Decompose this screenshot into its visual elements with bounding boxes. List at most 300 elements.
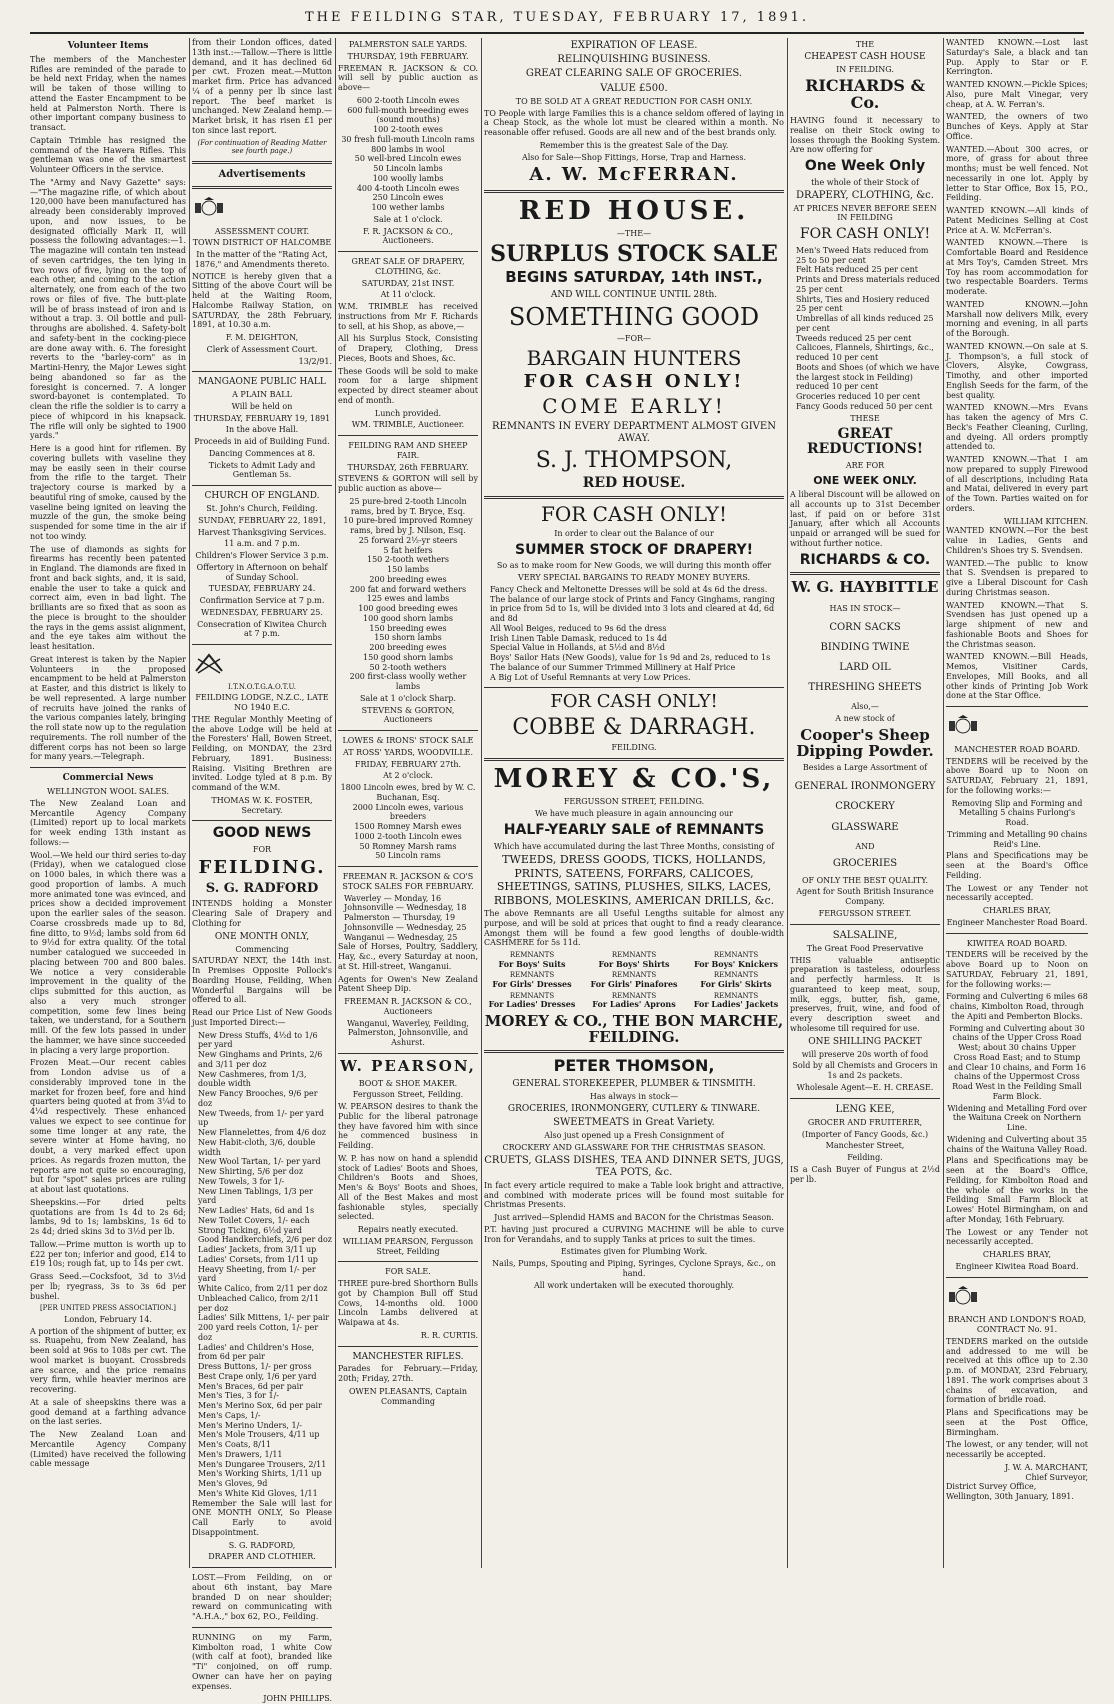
ad-line: ONE SHILLING PACKET [808, 1036, 922, 1047]
ad-line: LARD OIL [839, 662, 891, 674]
list-item: 200 breeding ewes [369, 643, 447, 652]
wanted-ad: WANTED KNOWN.—There is Comfortable Board and Residence at Mrs Toy's, Camden Street. Mrs Toy has room accommodation for two respectable Boarders. Terms moderate. [946, 238, 1088, 296]
continuation-note: (For continuation of Reading Matter see fourth page.) [197, 138, 327, 156]
ad-line: will preserve 20s worth of food [801, 1049, 929, 1059]
list-item: 10 pure-bred improved Romney rams, bred by J. Nilson, Esq. [343, 516, 473, 535]
ad-line: CORN SACKS [829, 621, 901, 633]
list-item: 5 fat heifers [383, 545, 433, 555]
wanted-ad: WANTED KNOWN.—Bill Heads, Memos, Visitiner Cards, Envelopes, Mill Books, and all other kinds of Printing Job Work done at the Star Office. [946, 652, 1088, 701]
ad-line: HAS IN STOCK— [829, 603, 901, 613]
ad-signature: F. R. JACKSON & CO., Auctioneers. [362, 226, 454, 246]
ad-line: Nails, Pumps, Spouting and Piping, Syringes, Cyclone Sprays, &c., on hand. [492, 1259, 776, 1278]
thompson-title: S. J. THOMPSON, [535, 448, 733, 474]
list-item: New Flannelettes, from 4/6 doz [198, 1128, 326, 1138]
ad-line: ARE FOR [845, 460, 885, 470]
ad-line: THE [855, 40, 875, 49]
list-item: Men's Dungaree Trousers, 2/11 [198, 1459, 327, 1469]
ad-line: Manchester Street, [825, 1141, 905, 1151]
article-paragraph: The members of the Manchester Rifles are reminded of the parade to be held next Friday, when the names will be taken of those willing to attend the Easter Encampment to be held at Palmerston North. There is other important company business to transact. [30, 54, 186, 133]
ad-body: W. PEARSON desires to thank the Public for the liberal patronage they have favored him with since he commenced business in Feilding. [338, 1102, 478, 1150]
ad-line: THURSDAY, 19th FEBRUARY. [347, 51, 469, 61]
list-item: 150 lambs [387, 565, 429, 574]
article-paragraph: The "Army and Navy Gazette" says:—"The magazine rifle, of which about 120,000 have been manufactured has already been considerably improved upon, and now issues, to be designated officially Mark II, will possess the following advantages:—1. The magazine will contain ten instead of seven cartridges, the ten lying in two rows of five, lying on the top of each other, and coming to the action alternately, one from each of the two rows or files of five. The butt-plate will be of brass instead of iron and is without a trap. 3. Oil bottle and pull-throughs are abolished. 4. Safety-bolt and safety-bent in the cocking-piece are done away with. 6. The foresight reverts to the "barley-corn" as in Martini-Henry, the Major Lewes sight being abandoned so far as the foresight is concerned. 7. A longer sword-bayonet is contemplated. To clean the rifle the soldier is to carry a piece of whipcord in his knapsack. The rifle will only be sighted to 1900 yards." [30, 177, 186, 441]
remnant-cell: REMNANTS For Ladies' Aprons [592, 991, 676, 1010]
bon-marche-title: MOREY & CO., THE BON MARCHE, FEILDING. [484, 1011, 784, 1046]
list-item: Special Value in Hollands, at 5½d and 8½d [490, 643, 666, 653]
list-item: 200 yard reels Cotton, 1/- per doz [198, 1323, 319, 1342]
ad-body: TENDERS marked on the outside and addressed to me will be received at this office up to 2.30 p.m. of MONDAY, 23rd February, 1891. The work comprises about 3 chains of excavation, and formation of bridle road. [946, 1336, 1088, 1405]
remnant-cell: REMNANTS For Boys' Suits [498, 951, 566, 969]
list-item: 1500 Romney Marsh ewes [354, 822, 462, 831]
ad-line: Fergusson Street, Feilding. [352, 1090, 464, 1100]
ad-body: The lowest, or any tender, will not necessarily be accepted. [946, 1440, 1088, 1459]
ad-body: These Goods will be sold to make room for a large shipment expected by direct steamer about end of month. [338, 366, 478, 405]
ad-line: AND WILL CONTINUE UNTIL 28th. [550, 290, 718, 301]
column-3 [338, 38, 478, 1568]
ad-line: Children's Flower Service 3 p.m. [195, 551, 329, 561]
article-paragraph: from their London offices, dated 13th inst.:—Tallow.—There is little demand, and it has declined 6d per cwt. Frozen meat.—Mutton market firm. Price has advanced ¼ of a penny per lb since last report. The beef market is unchanged. New Zealand hemp.—Market brisk, it has risen £1 per ton since last report. [192, 38, 332, 135]
ad-line: In order to clear out the Balance of our [554, 528, 714, 538]
ad-line: Sale at 1 o'clock. [373, 214, 443, 224]
ad-line: VERY SPECIAL BARGAINS TO READY MONEY BUYERS. [517, 573, 751, 583]
list-item: 1800 Lincoln ewes, bred by W. C. Buchanan, Esq. [340, 783, 476, 802]
remnant-cell: REMNANTS For Boys' Knickers [693, 951, 779, 969]
price-list [790, 246, 940, 412]
column-6 [946, 38, 1088, 1568]
ad-line: AT ROSS' YARDS, WOODVILLE. [342, 747, 474, 757]
list-item: 2000 Lincoln ewes, various breeders [352, 802, 464, 822]
peter-thomson-title: PETER THOMSON, [553, 1056, 715, 1076]
ad-body: NOTICE is hereby given that a Sitting of the above Court will be held at the Waiting Room, Halcombe Railway Station, on SATURDAY, the 28th February, 1891, at 10.30 a.m. [192, 271, 332, 330]
ad-title: LOWES & IRONS' STOCK SALE [342, 736, 474, 745]
ad-title: FEILDING RAM AND SHEEP FAIR. [348, 441, 468, 460]
ad-line: Remember this is the greatest Sale of the Day. [539, 140, 729, 150]
volunteer-heading: Volunteer Items [67, 41, 149, 51]
ad-line: VALUE £500. [600, 82, 668, 94]
red-house-sub: RED HOUSE. [582, 475, 686, 492]
list-item: Men's White Kid Gloves, 1/11 [198, 1488, 318, 1498]
wanted-ad: WANTED KNOWN.—That S. Svendsen has just opened up a large shipment of new and fashionable Boots and Shoes for the Christmas season. [946, 600, 1088, 649]
wanted-ad: WANTED KNOWN.—For the best value in Ladies, Gents and Children's Shoes try S. Svendsen. [946, 526, 1088, 555]
article-paragraph: Frozen Meat.—Our recent cables from London advise us of a considerably improved tone in the market for frozen beef, fore and hind quarters being quoted at from 3¼d to 4¼d respectively. These enhanced values we expect to see continue for some time longer at any rate, the severe winter at Home having, no doubt, a very marked effect upon prices. As regards frozen mutton, the reports are not quite so encouraging, but for "spot" sales prices are ruling at about last quotations. [30, 1058, 186, 1195]
list-item: Irish Linen Table Damask, reduced to 1s 4d [490, 633, 668, 643]
ad-signature: WM. TRIMBLE, Auctioneer. [351, 420, 465, 430]
lodge-heading: I.T.N.O.T.G.A.O.T.U. [228, 682, 296, 691]
ad-role: Chief Surveyor, [1025, 1472, 1088, 1482]
ad-title: FOR SALE. [385, 1267, 431, 1277]
ad-line: A new stock of [835, 714, 895, 724]
list-item: 100 good breeding ewes [358, 604, 458, 613]
ad-line: Widening and Culverting about 35 chains of the Waituna Valley Road. [946, 1134, 1088, 1154]
list-item: Ladies' and Children's Hose, from 6d per pair [198, 1342, 315, 1362]
begins-title: BEGINS SATURDAY, 14th INST., [505, 268, 763, 287]
list-item: Men's Working Shirts, 1/11 up [198, 1469, 322, 1479]
commercial-subheading: WELLINGTON WOOL SALES. [46, 787, 170, 797]
ad-line: Removing Slip and Forming and Metalling 5 chains Furlong's Road. [951, 798, 1083, 827]
list-item: New Ginghams and Prints, 2/6 and 3/11 per doz [198, 1050, 323, 1069]
ad-line: FRIDAY, FEBRUARY 27th. [354, 759, 462, 769]
list-item: The balance of our large stock of Prints and Fancy Ginghams, ranging in price from 5d to 1s, will be divided into 3 lots and cleared at 4d, 6d and 8d [490, 594, 775, 624]
wanted-ad: WANTED KNOWN.—Lost last Saturday's Sale, a black and tan Pup. Apply to Star or F. Kerrington. [946, 38, 1088, 77]
ad-title: GREAT SALE OF DRAPERY, CLOTHING, &c. [351, 257, 465, 276]
ad-line: FOR [252, 845, 272, 855]
ad-line: THESE [850, 413, 880, 423]
ad-signature: CHARLES BRAY, [982, 1250, 1052, 1259]
ad-line: At 11 o'clock. [380, 290, 436, 300]
list-item: 50 Romney Marsh rams [359, 841, 457, 851]
list-item: Men's Mole Trousers, 4/11 up [198, 1430, 320, 1440]
ad-signature: WILLIAM PEARSON, Fergusson Street, Feilding [342, 1236, 474, 1256]
ad-line: Forming and Culverting 6 miles 68 chains, Kimbolton Road, through the Apiti and Pemberton Blocks. [946, 992, 1088, 1021]
list-item: Ladies' Silk Mittens, 1/- per pair [198, 1313, 330, 1323]
ad-signature: R. R. CURTIS. [420, 1330, 478, 1340]
ad-body: THREE pure-bred Shorthorn Bulls got by Champion Bull off Stud Cows, 14-months old. 1000 Lincoln Lambs delivered at Waipawa at 4s. [338, 1279, 478, 1327]
ad-title: MANGAONE PUBLIC HALL [198, 377, 326, 388]
for-cash-title: FOR CASH ONLY! [540, 501, 728, 526]
ad-line: Besides a Large Assortment of [802, 763, 928, 773]
ad-line: St. John's Church, Feilding. [206, 504, 318, 514]
ad-line: 11 a.m. and 7 p.m. [224, 539, 300, 549]
ad-body: The Lowest or any Tender not necessarily accepted. [946, 883, 1088, 903]
ad-line: Wholesale Agent—E. H. CREASE. [796, 1082, 934, 1092]
ad-title: SALSALINE, [832, 929, 898, 941]
remnant-cell: REMNANTS For Ladies' Dresses [488, 991, 576, 1010]
ad-line: Has always in stock— [589, 1092, 679, 1102]
list-item: Calicoes, Flannels, Shirtings, &c., reduced 10 per cent [796, 343, 934, 363]
ad-line: At 2 o'clock. [383, 771, 433, 781]
dateline: London, February 14. [64, 1314, 152, 1324]
list-item: 200 first-class woolly wether lambs [349, 672, 467, 691]
list-item: 150 shorn lambs [374, 633, 442, 643]
ad-line: THRESHING SHEETS [808, 682, 922, 694]
something-title: SOMETHING GOOD [508, 303, 760, 331]
list-item: Johnsonville — Wednesday, 18 [344, 903, 467, 913]
ad-line: Forming and Culverting about 30 chains of the Upper Cross Road West; about 30 chains Upper Cross Road East; and to Stump and Clear 10 chains, and Form 16 chains of the Uppermost Cross Road West in the Feilding Small Farm Block. [948, 1023, 1086, 1101]
ad-subtitle: GENERAL STOREKEEPER, PLUMBER & TINSMITH. [512, 1079, 756, 1090]
ad-line: Widening and Metalling Ford over the Waituna Creek on Northern Line. [947, 1103, 1087, 1132]
ad-body: Read our Price List of New Goods just Imported Direct:— [192, 1008, 332, 1027]
advertisements-heading: Advertisements [218, 168, 306, 180]
masthead: THE FEILDING STAR, TUESDAY, FEBRUARY 17, 1891. [30, 10, 1084, 34]
list-item: Groceries reduced 10 per cent [796, 392, 921, 402]
article-paragraph: The New Zealand Loan and Mercantile Agency Company (Limited) report up to local markets for week ending 13th instant as follows:— [30, 798, 186, 847]
press-association: [PER UNITED PRESS ASSOCIATION.] [39, 1304, 177, 1313]
ad-line: All work undertaken will be executed thoroughly. [533, 1280, 735, 1290]
article-paragraph: Great interest is taken by the Napier Volunteers in the proposed encampment to be held at Palmerston at Easter, and this district is likely to be well represented. A large number of recruits have joined the ranks of the various companies lately, bringing the roll state now up to the regulation requirements. The roll number of the different corps has not been so large for many years.—Telegraph. [30, 654, 186, 762]
column-4 [484, 38, 784, 1568]
price-list [192, 1031, 332, 1499]
ad-body: Plans and Specifications may be seen at the Board's Office, Feilding, for Kimbolton Road and the whole of the works in the Feilding Small Farm Block at Lowes' Hotel Birmingham, on and after Monday, 16th February. [946, 1156, 1088, 1224]
ad-body: W. P. has now on hand a splendid stock of Ladies' Boots and Shoes, Children's Boots and Shoes, Men's & Boys' Boots and Shoes, All of the Best Makes and most fashionable styles, specially selected. [338, 1153, 478, 1222]
list-item: 50 Lincoln lambs [373, 164, 443, 173]
list-item: Boots and Shoes (of which we have the largest stock in Feilding) reduced 10 per cent [796, 362, 940, 392]
list-item: Ladies' Corsets, from 1/11 up [198, 1254, 318, 1264]
list-item: Unbleached Calico, from 2/11 per doz [198, 1293, 320, 1313]
cobbe-title: COBBE & DARRAGH. [512, 715, 756, 741]
haybittle-title: W. G. HAYBITTLE [791, 578, 939, 597]
ad-body: THIS valuable antiseptic preparation is tasteless, odourless and perfectly harmless. It is guaranteed to keep meat, soup, milk, eggs, butter, fish, game, preserves, fruit, wine, and food of every description sweet and wholesome till required for use. [790, 955, 940, 1033]
list-item: 30 fresh full-mouth Lincoln rams [341, 134, 475, 144]
list-item: All Wool Beiges, reduced to 9s 6d the dress [490, 623, 667, 633]
list-item: Men's Caps, 1/- [198, 1410, 261, 1420]
ad-line: GROCER AND FRUITERER, [807, 1117, 923, 1127]
stock-list [338, 783, 478, 861]
ad-line: Offertory in Afternoon on behalf of Sunday School. [196, 562, 328, 582]
ad-line: DRAPERY, CLOTHING, &c. [796, 189, 934, 201]
ad-signature: S. G. RADFORD, [228, 1540, 296, 1550]
ad-line: GREAT CLEARING SALE OF GROCERIES. [525, 68, 743, 80]
ad-line: Will be held on [231, 401, 293, 411]
wanted-ad: WANTED KNOWN.—That I am now prepared to supply Firewood of all descriptions, including Rata and Matai, delivered in every part of the Town. Parties waited on for orders. [946, 455, 1088, 513]
list-item: Fancy Goods reduced 50 per cent [796, 401, 933, 411]
ad-role: Clerk of Assessment Court. [206, 344, 318, 354]
list-item: Men's Ties, 3 for 1/- [198, 1391, 280, 1401]
ad-title: MANCHESTER ROAD BOARD. [954, 744, 1080, 754]
ad-line: AND [855, 841, 875, 851]
surplus-title: SURPLUS STOCK SALE [490, 241, 778, 268]
list-item: Shirts, Ties and Hosiery reduced 25 per cent [796, 294, 930, 314]
ad-body: Sale of Horses, Poultry, Saddlery, Hay, &c., every Saturday at noon, at St. Hill-street, Wanganui. [338, 942, 478, 971]
ad-title: FREEMAN R. JACKSON & CO'S STOCK SALES FOR FEBRUARY. [342, 872, 474, 891]
list-item: New Wool Tartan, 1/- per yard [198, 1157, 321, 1167]
ad-line: Lunch provided. [374, 408, 442, 418]
remnant-cell: REMNANTS For Boys' Shirts [598, 951, 670, 969]
list-item: 100 2-tooth ewes [373, 125, 443, 134]
stock-list [338, 497, 478, 692]
ad-body: Agents for Owen's New Zealand Patent Sheep Dip. [338, 974, 478, 994]
list-item: Men's Tweed Hats reduced from 25 to 50 per cent [796, 245, 929, 265]
list-item: Strong Ticking, 6½d yard [198, 1225, 303, 1235]
article-paragraph: A portion of the shipment of butter, ex ss. Ruapehu, from New Zealand, has been sold at 96s to 108s per cwt. The wool market is buoyant. Crossbreds are scarce, and the price remains very firm, while heavier merinos are recovering. [30, 1326, 186, 1395]
list-item: Waverley — Monday, 16 [344, 893, 442, 903]
ad-line: Wellington, 30th January, 1891. [946, 1492, 1074, 1501]
ad-signature: JOHN PHILLIPS. [263, 1694, 332, 1704]
wanted-ad: WANTED KNOWN.—All kinds of Patent Medicines Selling at Cost Price at A. W. McFerran's. [946, 206, 1088, 235]
list-item: New Linen Tablings, 1/3 per yard [198, 1186, 313, 1206]
column-2 [192, 38, 332, 1704]
mcferran-title: A. W. McFERRAN. [529, 164, 739, 186]
list-item: 25 pure-bred 2-tooth Lincoln rams, bred by T. Bryce, Esq. [349, 496, 467, 516]
come-early-title: COME EARLY! [542, 393, 726, 418]
ad-line: ONE MONTH ONLY, [214, 931, 310, 942]
remnants-grid [484, 951, 784, 1010]
ad-body: HAVING found it necessary to realise on their Stock owing to losses through the Booking System. Are now offering for [790, 116, 940, 155]
ad-line: Sale at 1 o'clock Sharp. [360, 693, 456, 703]
ad-body: RUNNING on my Farm, Kimbolton road, 1 white Cow (with calf at foot), branded like "Ti" conjoined, on off rump. Owner can have her on paying expenses. [192, 1632, 332, 1691]
list-item: 150 good shorn lambs [363, 652, 453, 662]
ad-line: AT PRICES NEVER BEFORE SEEN IN FEILDING [793, 203, 937, 223]
list-item: 800 lambs in wool [371, 144, 445, 154]
ad-body: W.M. TRIMBLE has received instructions from Mr F. Richards to sell, at his Shop, as above,— [338, 302, 478, 331]
list-item: 150 breeding ewes [369, 623, 447, 633]
ad-signature: FREEMAN R. JACKSON & CO., Auctioneers [344, 997, 472, 1016]
list-item: White Calico, from 2/11 per doz [198, 1284, 328, 1294]
article-paragraph: Here is a good hint for riflemen. By covering bullets with vaseline they may be easily seen in their course from the rifle to the target. Their trajectory course is marked by a beautiful ring of smoke, caused by the vaseline being ignited on leaving the muzzle of the gun, the smoke being suspended for some time in the air if not too windy. [30, 444, 186, 541]
fabric-list: TWEEDS, DRESS GOODS, TICKS, HOLLANDS, PRINTS, SATEENS, FORFARS, CALICOES, SHEETINGS, SATINS, PLUSHES, SILKS, LACES, RIBBONS, MOLESKINS, AMERICAN DRILLS, &c. [493, 853, 775, 907]
ad-line: Also for Sale—Shop Fittings, Horse, Trap and Harness. [521, 152, 747, 162]
ad-body: TENDERS will be received by the above Board up to Noon on SATURDAY, February 21, 1891, for the following works:— [946, 756, 1088, 795]
list-item: Good Handkerchiefs, 2/6 per doz [198, 1235, 332, 1245]
red-house-title: RED HOUSE. [518, 196, 750, 227]
wanted-ad: WANTED.—The public to know that S. Svendsen is prepared to give a Liberal Discount for Cash during Christmas season. [946, 558, 1088, 597]
ad-line: THURSDAY, FEBRUARY 19, 1891 [193, 413, 331, 423]
list-item: New Ladies' Hats, 6d and 1s [198, 1206, 315, 1216]
masonic-emblem-icon [192, 653, 226, 675]
ad-line: Proceeds in aid of Building Fund. [194, 437, 330, 447]
ad-title: PALMERSTON SALE YARDS. [348, 40, 468, 49]
ad-line: So as to make room for New Goods, we will during this month offer [496, 561, 772, 571]
commercial-heading: Commercial News [62, 773, 154, 784]
list-item: Palmerston — Thursday, 19 [344, 913, 456, 922]
list-item: 200 breeding ewes [369, 574, 447, 584]
ad-line: FERGUSSON STREET, FEILDING. [563, 797, 705, 807]
royal-crest-icon [192, 197, 226, 219]
ad-line: A PLAIN BALL [232, 390, 292, 400]
richards-title: RICHARDS & CO. [799, 551, 931, 568]
for-cash-title: FOR CASH ONLY! [550, 691, 718, 713]
ad-line: Harvest Thanksgiving Services. [197, 527, 327, 537]
one-week-title: One Week Only [804, 158, 926, 175]
ad-line: Dancing Commences at 8. [208, 448, 316, 458]
list-item: 250 Lincoln ewes [372, 193, 444, 203]
ad-body: Parades for February.—Friday, 20th; Friday, 27th. [338, 1364, 478, 1384]
ad-body: Plans and Specifications may be seen at the Post Office, Birmingham. [946, 1408, 1088, 1437]
ad-line: Sold by all Chemists and Grocers in 1s and 2s packets. [792, 1061, 938, 1081]
ad-line: GROCERIES [832, 857, 898, 869]
wanted-ad: WANTED KNOWN.—Mrs Evans has taken the agency of Mrs C. Beck's Feather Cleaning, Curling, and dyeing. All orders promptly attended to. [946, 403, 1088, 452]
ad-line: Confirmation Service at 7 p.m. [199, 596, 325, 606]
ad-line: FERGUSSON STREET. [818, 908, 912, 918]
ad-body: All his Surplus Stock, Consisting of Drapery, Clothing, Dress Pieces, Boots and Shoes, &c. [338, 334, 478, 363]
ad-line: GROCERIES, IRONMONGERY, CUTLERY & TINWARE. [507, 1103, 761, 1114]
ad-line: —FOR— [616, 334, 652, 344]
list-item: New Shirting, 5/6 per doz [198, 1167, 304, 1177]
list-item: Men's Coats, 8/11 [198, 1440, 272, 1450]
summer-title: SUMMER STOCK OF DRAPERY! [515, 541, 753, 558]
article-paragraph: The use of diamonds as sights for firearms has recently been patented in England. The diamonds are fixed in front and back sights, and, it is said, enable the user to take a quick and correct aim, even in bad light. The brilliants are so fixed that as soon as the piece is brought to the shoulder the rays in the gems assist alignment, and the eye takes aim without the least hesitation. [30, 544, 186, 652]
list-item: Felt Hats reduced 25 per cent [796, 265, 919, 275]
ad-title: LENG KEE, [835, 1103, 895, 1115]
ad-body: TO People with large Families this is a chance seldom offered of laying in a Cheap Stock, as the whole lot must be cleared within a month. No reasonable offer refused. Goods are all new and of the best brands only. [484, 108, 784, 137]
list-item: Dress Buttons, 1/- per gross [198, 1362, 312, 1372]
ad-line: FEILDING. [611, 743, 657, 753]
list-item: Boys' Sailor Hats (New Goods), value for 1s 9d and 2s, reduced to 1s [490, 653, 771, 663]
ad-signature: STEVENS & GORTON, Auctioneers [361, 705, 455, 725]
ad-body: P.T. having just procured a CURVING MACHINE will be able to curve Iron for Verandahs, and to supply Tanks at prices to suit the times. [484, 1224, 784, 1244]
one-week-only: ONE WEEK ONLY. [813, 473, 917, 487]
ad-line: District Survey Office, [946, 1482, 1037, 1492]
ad-line: In the matter of the "Rating Act, 1876," and Amendments thereto. [194, 250, 330, 269]
ad-line: —THE— [616, 229, 652, 239]
ad-line: Estimates given for Plumbing Work. [560, 1247, 708, 1257]
great-reductions-title: GREAT REDUCTIONS! [806, 426, 923, 458]
remnant-cell: REMNANTS For Ladies' Jackets [693, 991, 779, 1010]
list-item: Men's Merino Unders, 1/- [198, 1420, 302, 1430]
list-item: 600 full-mouth breeding ewes (sound mouths) [347, 105, 469, 125]
ad-line: The Great Food Preservative [806, 943, 924, 953]
list-item: 50 well-bred Lincoln ewes [354, 154, 462, 164]
remnant-cell: REMNANTS For Girls' Dresses [492, 971, 572, 989]
ad-signature: CHARLES BRAY, [982, 906, 1052, 915]
ad-line: the whole of their Stock of [811, 177, 919, 187]
article-paragraph: Wool.—We held our third series to-day (Friday), when we catalogued close on 1000 bales, in which there was a good proportion of lambs. A much more animated tone was evinced, and prices show a decided improvement upon the earlier sales of the season. Coarse crossbreds made up to 8d, fine ditto, to 9½d; lambs sold from 6d to 9½d for extra quality. Of the total number catalogued we succeeded in placing between 700 and 800 bales. We notice a very considerable improvement in the quality of the clips submitted for this auction, as also a very much stronger competition, some few lines being taken, we understand, for a Southern mill. Of the few lots passed in under the hammer, we have since succeeded in placing a very large proportion. [30, 850, 186, 1055]
list-item: A Big Lot of Useful Remnants at very Low Prices. [490, 672, 691, 682]
ad-line: GLASSWARE [831, 821, 899, 833]
wanted-ad: WANTED KNOWN.—Pickle Spices; Also, pure Malt Vinegar, very cheap, at A. W. Ferran's. [946, 80, 1088, 109]
list-item: Men's Drawers, 1/11 [198, 1449, 283, 1459]
ad-line: SATURDAY, 21st INST. [361, 278, 455, 288]
list-item: Johnsonville — Wednesday, 25 [344, 922, 467, 932]
ad-signature: WILLIAM KITCHEN. [1003, 516, 1088, 526]
ad-subtitle: TOWN DISTRICT OF HALCOMBE [192, 238, 332, 248]
article-paragraph: At a sale of sheepskins there was a good demand at a farthing advance on the last series. [30, 1397, 186, 1427]
ad-line: In the above Hall. [225, 425, 299, 435]
ad-body: TENDERS will be received by the above Board up to Noon on SATURDAY, February 21, 1891, for the following works:— [946, 950, 1088, 989]
list-item: 50 Lincoln rams [375, 851, 441, 861]
ad-line: TUESDAY, FEBRUARY 24. [208, 584, 316, 594]
ad-body: The Lowest or any Tender not necessarily accepted. [946, 1227, 1088, 1247]
ad-role: Engineer Kiwitea Road Board. [955, 1261, 1079, 1271]
ad-body: In fact every article required to make a Table look bright and attractive, and combined with moderate prices will be found most suitable for Christmas Presents. [484, 1180, 784, 1210]
ad-line: Tickets to Admit Lady and Gentleman 5s. [208, 460, 316, 480]
list-item: Best Crape only, 1/6 per yard [198, 1371, 317, 1381]
list-item: Men's Gloves, 9d [198, 1479, 268, 1489]
ad-body: Plans and Specifications may be seen at the Board's Office Feilding. [946, 851, 1088, 880]
ad-line: CROCKERY AND GLASSWARE FOR THE CHRISTMAS SEASON. [502, 1142, 766, 1152]
ad-body: THE Regular Monthly Meeting of the above Lodge will be held at the Foresters' Hall, Bowen Street, Feilding, on MONDAY, the 23rd February, 1891. Business: Raising. Visiting Brethren are invited. Lodge tyled at 8 p.m. By command of the W.M. [192, 714, 332, 793]
list-item: Men's Braces, 6d per pair [198, 1381, 304, 1391]
royal-crest-icon [946, 715, 980, 737]
ad-line: CHEAPEST CASH HOUSE [804, 51, 926, 62]
ad-line: SUNDAY, FEBRUARY 22, 1891, [198, 515, 326, 525]
for-cash-title: FOR CASH ONLY! [799, 226, 931, 243]
good-news-title: GOOD NEWS [212, 825, 312, 842]
radford-title: S. G. RADFORD [205, 880, 319, 896]
ad-line: Which have accumulated during the last Three Months, consisting of [493, 841, 775, 851]
list-item: Ladies' Jackets, from 3/11 up [198, 1245, 317, 1255]
column-5 [790, 38, 940, 1568]
ad-line: Feilding. [847, 1153, 883, 1163]
for-cash-title: FOR CASH ONLY! [523, 370, 745, 392]
wanted-ad: WANTED, the owners of two Bunches of Keys. Apply at Star Office. [946, 112, 1088, 141]
list-item: 25 forward 2½-yr steers [358, 535, 458, 545]
ad-line: Repairs neatly executed. [357, 1225, 459, 1234]
sale-schedule [338, 894, 478, 943]
list-item: 50 2-tooth wethers [369, 662, 447, 672]
ad-line: IN FEILDING. [836, 64, 894, 74]
ad-title: ASSESSMENT COURT. [214, 226, 310, 236]
list-item: Tweeds reduced 25 per cent [796, 333, 912, 343]
ad-body: LOST.—From Feilding, on or about 6th instant, bay Mare branded D on near shoulder; reward on communicating with "A.H.A.," box 62, P.O., Feilding. [192, 1573, 332, 1622]
ad-line: THURSDAY, 26th FEBRUARY. [347, 462, 469, 472]
ad-line: Wanganui, Waverley, Feilding, Palmerston, Johnsonville, and Ashurst. [347, 1018, 469, 1047]
ad-line: Also just opened up a Fresh Consignment of [544, 1131, 724, 1141]
wanted-ad: WANTED KNOWN.—John Marshall now delivers Milk, every morning and evening, in all parts of the Borough. [946, 299, 1088, 338]
list-item: 600 2-tooth Lincoln ewes [356, 95, 460, 105]
article-paragraph: Sheepskins.—For dried pelts quotations are from 1s 4d to 2s 6d; lambs, 9d to 1s; lambskins, 1s 6d to 2s 4d; dried skins 3d to 3½d per lb. [30, 1197, 186, 1237]
list-item: Men's Merino Sox, 6d per pair [198, 1401, 322, 1411]
coopers-title: Cooper's Sheep Dipping Powder. [796, 725, 934, 760]
list-item: 1000 2-tooth Lincoln ewes [354, 831, 462, 841]
ad-line: REMNANTS IN EVERY DEPARTMENT ALMOST GIVEN AWAY. [492, 420, 776, 445]
list-item: Fancy Check and Meltonette Dresses will be sold at 4s 6d the dress. [490, 584, 768, 594]
ad-role: DRAPER AND CLOTHIER. [208, 1552, 316, 1562]
ad-body: IS a Cash Buyer of Fungus at 2½d per lb. [790, 1164, 940, 1184]
wanted-ad: WANTED KNOWN.—On sale at S. J. Thompson's, a full stock of Clovers, Alsyke, Cowgrass, Timothy, and other imported English Seeds for the farm, of the best quality. [946, 341, 1088, 400]
ad-line: Agent for South British Insurance Company. [796, 887, 934, 907]
list-item: 100 good shorn lambs [363, 613, 453, 623]
list-item: New Toilet Covers, 1/- each [198, 1215, 310, 1225]
